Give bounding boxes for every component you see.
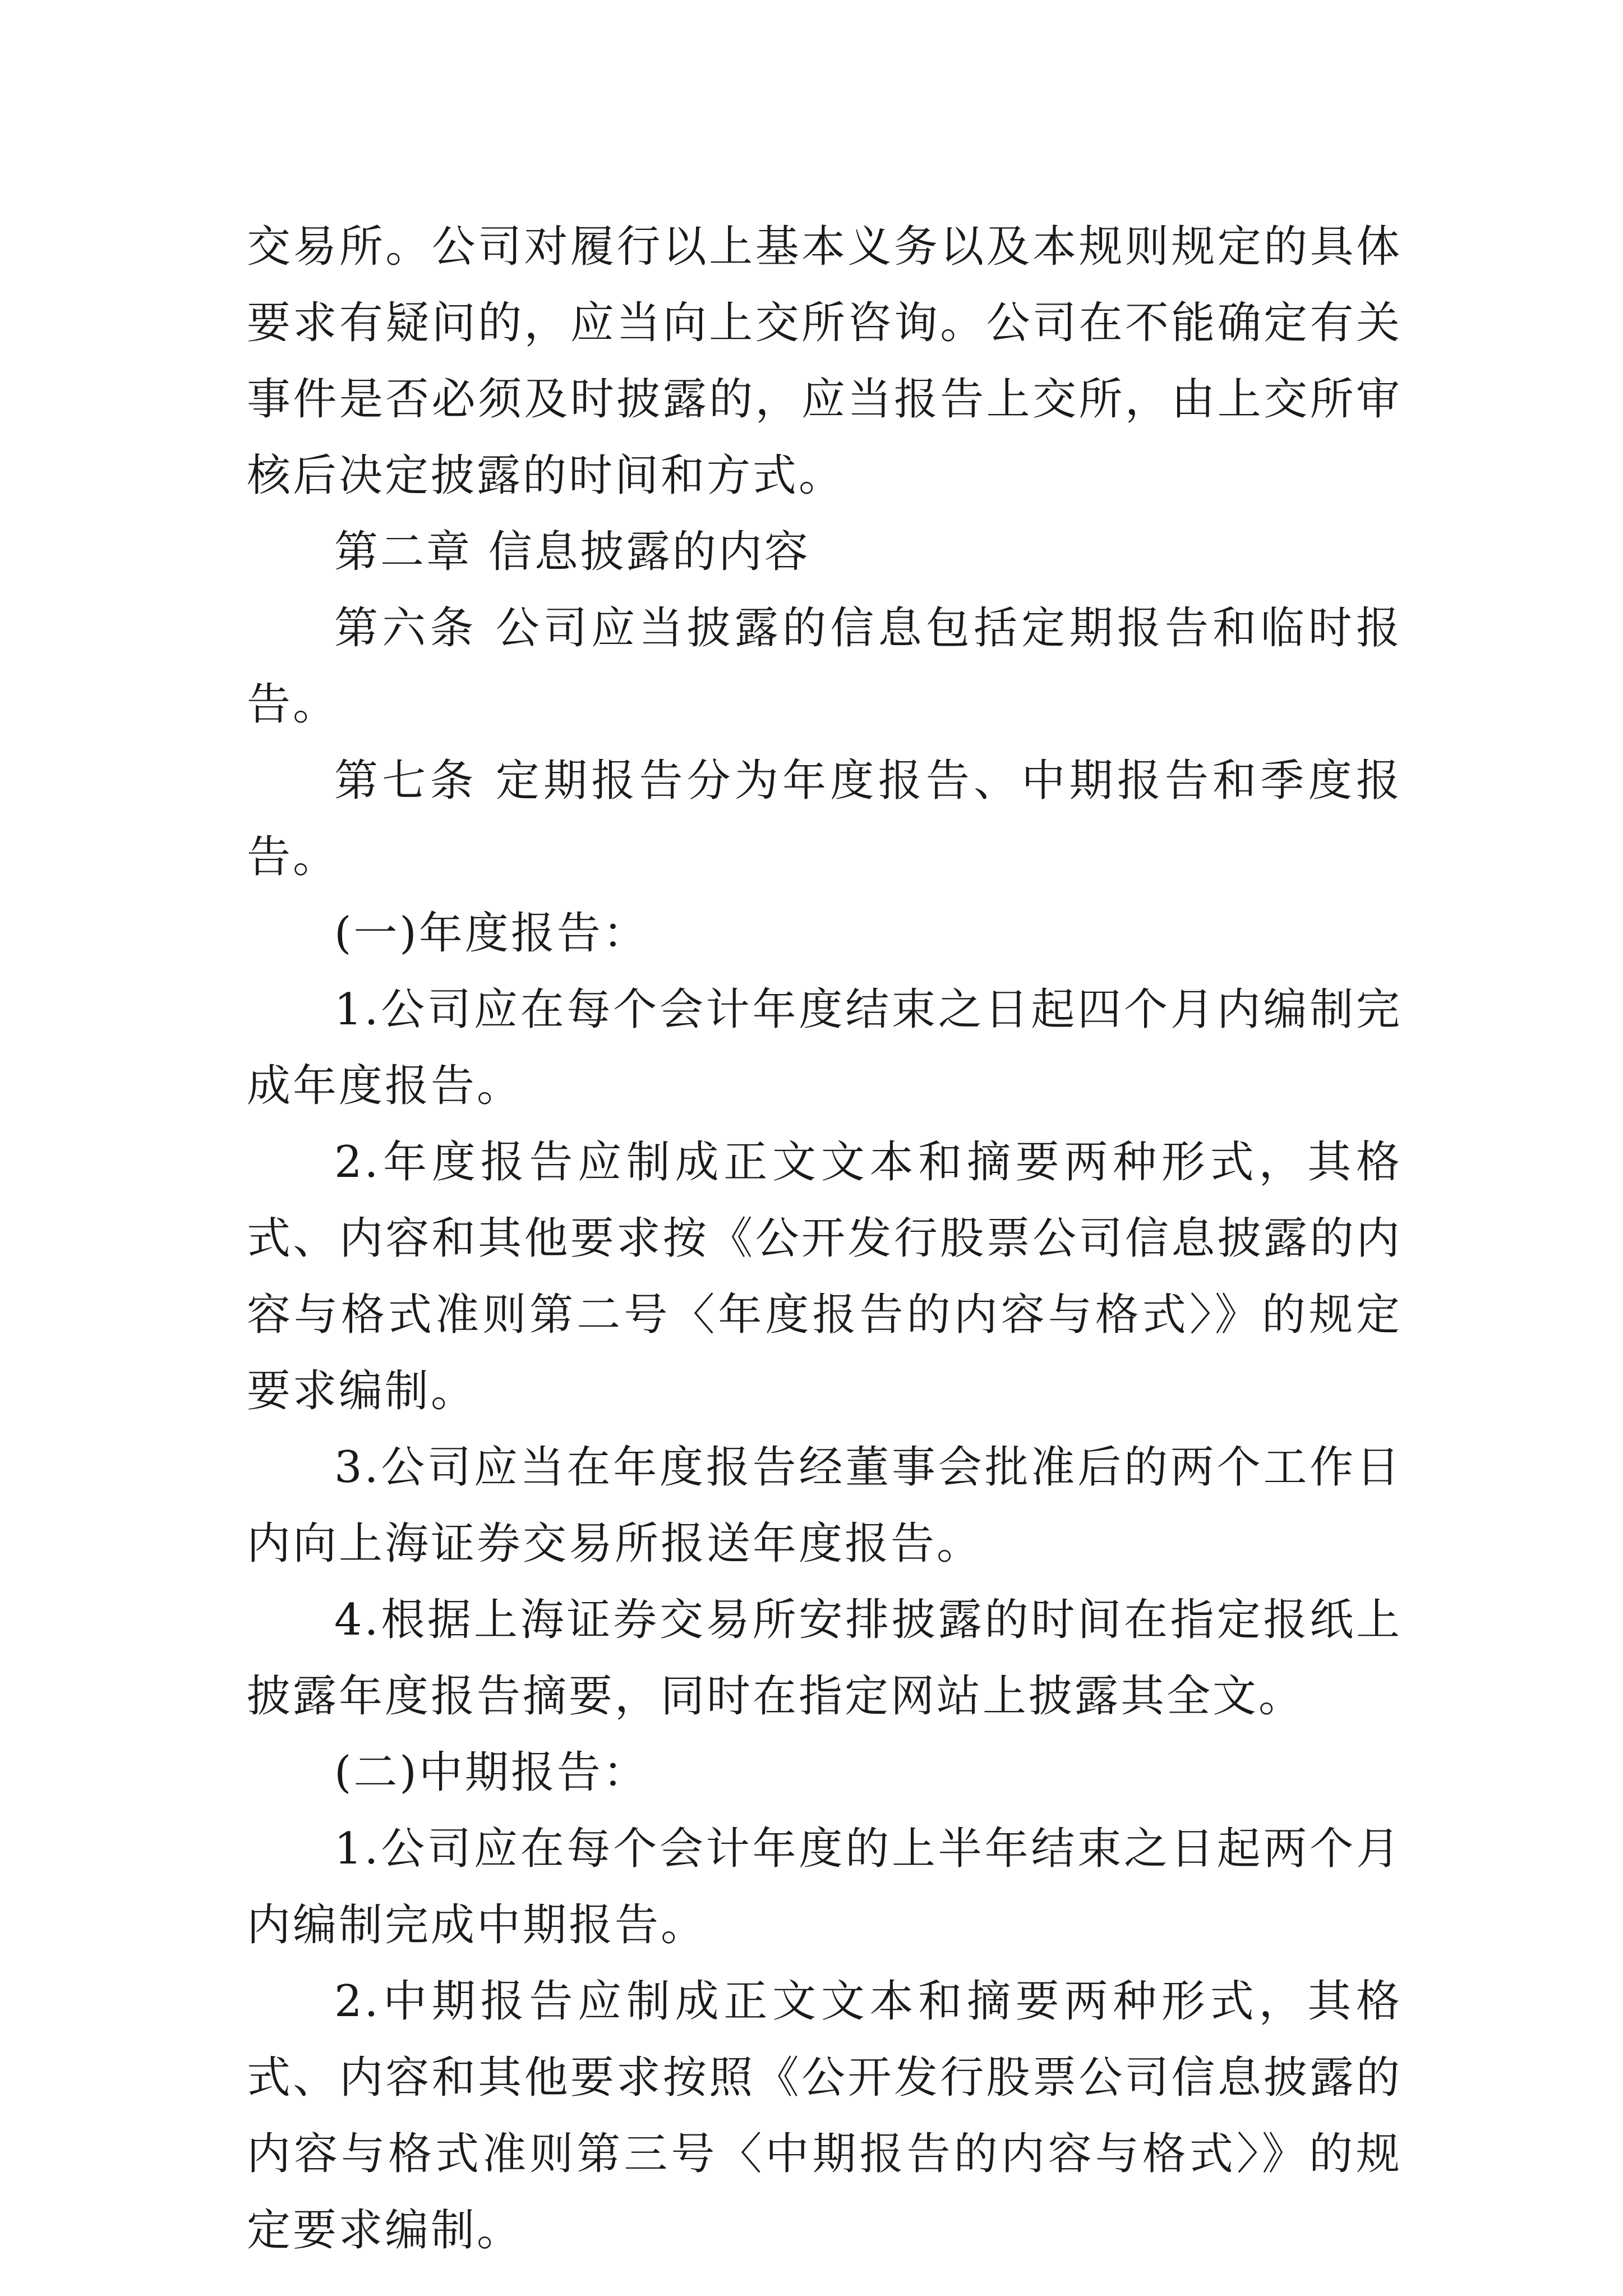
annual-item-4: 4.根据上海证券交易所安排披露的时间在指定报纸上披露年度报告摘要，同时在指定网站上披露其全文。 (247, 1595, 1402, 1722)
paragraph-continuation: 交易所。公司对履行以上基本义务以及本规则规定的具体要求有疑问的，应当向上交所咨询。公司在不能确定有关事件是否必须及时披露的，应当报告上交所，由上交所审核后决定披露的时间和方式。 (247, 222, 1402, 501)
interim-item-1: 1.公司应在每个会计年度的上半年结束之日起两个月内编制完成中期报告。 (247, 1824, 1402, 1950)
annual-item-3: 3.公司应当在年度报告经董事会批准后的两个工作日内向上海证券交易所报送年度报告。 (247, 1442, 1402, 1569)
chapter-heading: 第二章 信息披露的内容 (334, 527, 810, 577)
section-interim-report: (二)中期报告： (334, 1747, 649, 1798)
article-6: 第六条 公司应当披露的信息包括定期报告和临时报告。 (247, 603, 1402, 730)
annual-item-2: 2.年度报告应制成正文文本和摘要两种形式，其格式、内容和其他要求按《公开发行股票公司信息披露的内容与格式准则第二号〈年度报告的内容与格式〉》的规定要求编制。 (247, 1137, 1402, 1416)
document-body (247, 209, 1402, 2269)
section-annual-report: (一)年度报告： (334, 908, 649, 959)
article-7: 第七条 定期报告分为年度报告、中期报告和季度报告。 (247, 756, 1402, 882)
interim-item-2: 2.中期报告应制成正文文本和摘要两种形式，其格式、内容和其他要求按照《公开发行股票公司信息披露的内容与格式准则第三号〈中期报告的内容与格式〉》的规定要求编制。 (247, 1976, 1402, 2256)
annual-item-1: 1.公司应在每个会计年度结束之日起四个月内编制完成年度报告。 (247, 984, 1402, 1111)
